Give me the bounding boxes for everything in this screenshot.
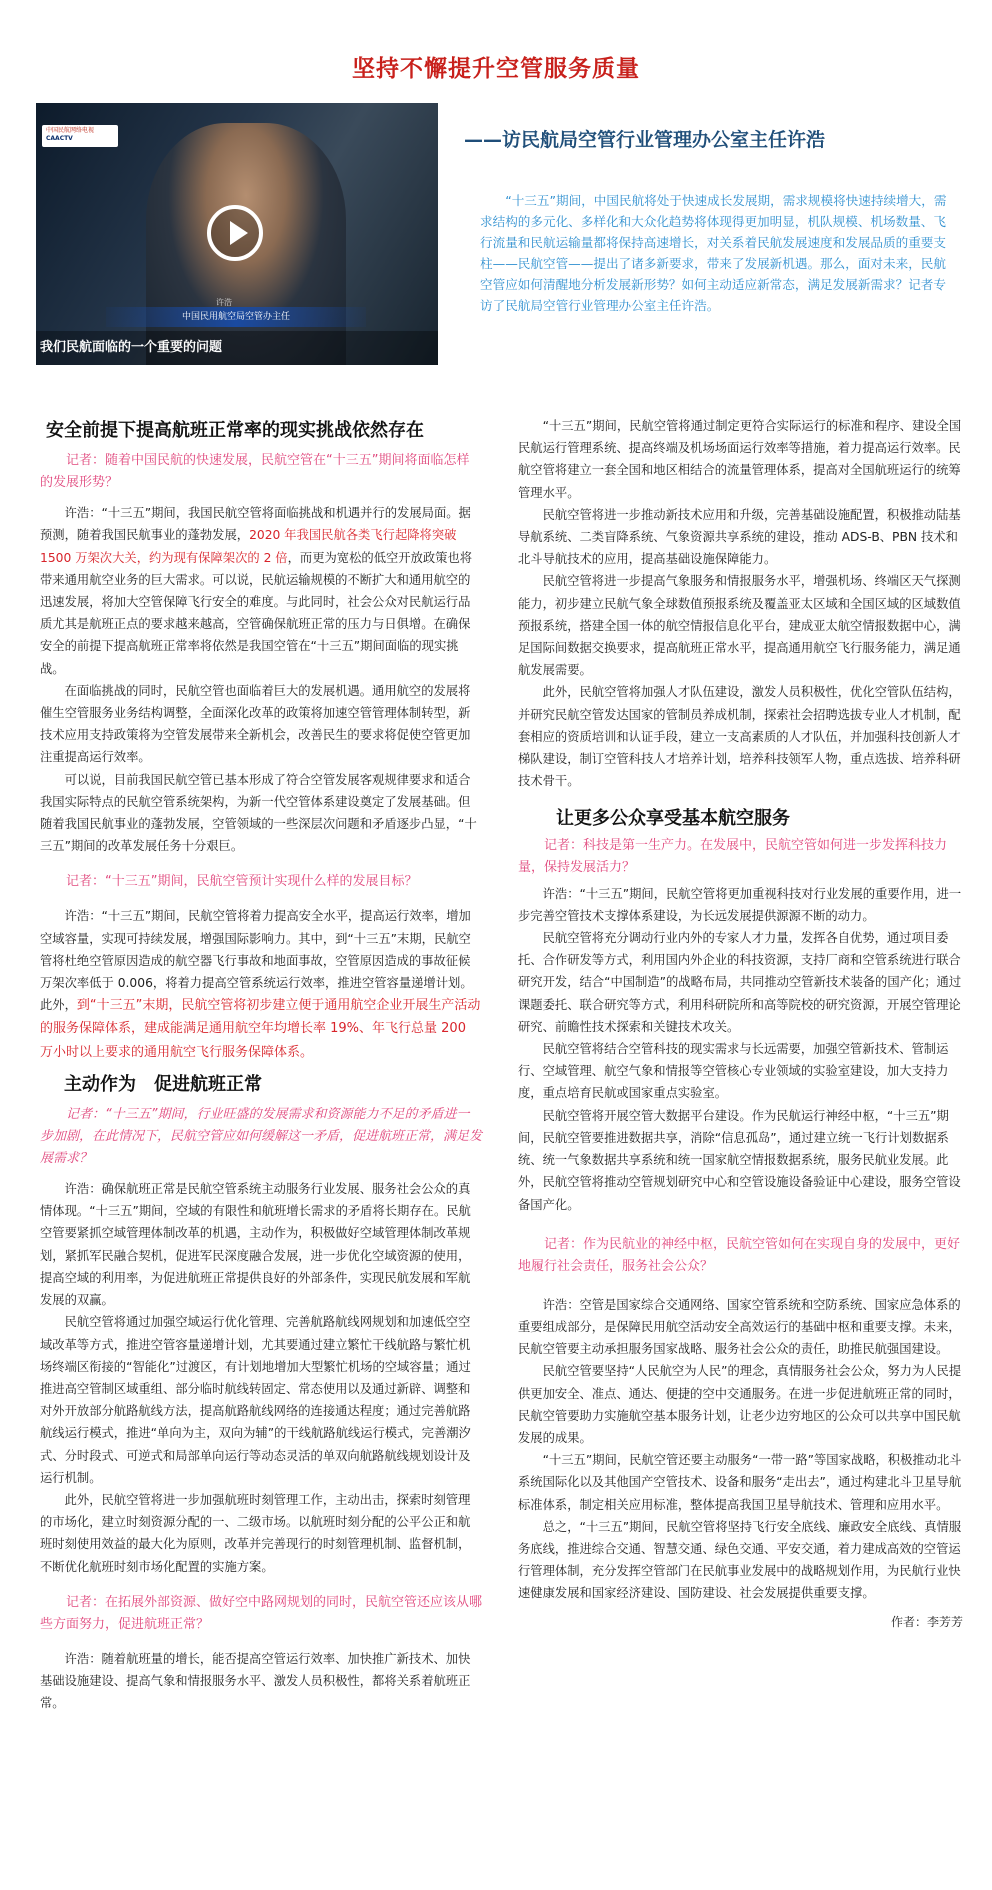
section-heading-3: 让更多公众享受基本航空服务 [556, 808, 790, 830]
paragraph: 民航空管将进一步提高气象服务和情报服务水平，增强机场、终端区天气探测能力，初步建立民航气象全球数值预报系统及覆盖亚太区域和全国区域的区域数值预报系统，搭建全国一体的航空情报信息化平台，建成亚太航空情报数据中心，满足国际间数据交换要求，提高航班正常水平，提高通用航空飞行服务能力，满足通航发展需要。 [518, 574, 961, 678]
paragraph: 可以说，目前我国民航空管已基本形成了符合空管发展客观规律要求和适合我国实际特点的民航空管系统架构，为新一代空管体系建设奠定了发展基础。但随着我国民航事业的蓬勃发展，空管领域的一些深层次问题和矛盾逐步凸显，“十三五”期间的改革发展任务十分艰巨。 [40, 772, 477, 854]
section-heading-2: 主动作为 促进航班正常 [64, 1073, 262, 1095]
highlight-text: 到“十三五”末期，民航空管将初步建立便于通用航空企业开展生产活动的服务保障体系，建成能满足通用航空年均增长率 19%、年飞行总量 200 万小时以上要求的通用航空飞行服务保障体系。 [40, 998, 481, 1060]
paragraph: 总之，“十三五”期间，民航空管将坚持飞行安全底线、廉政安全底线、真情服务底线，推进综合交通、智慧交通、绿色交通、平安交通，着力建成高效的空管运行管理体制，充分发挥空管部门在民航事业发展中的战略规划作用，为民航行业快速健康发展和国家经济建设、国防建设、社会发展提供重要支撑。 [518, 1519, 962, 1601]
answer-text: ，而更为宽松的低空开放政策也将带来通用航空业务的巨大需求。可以说，民航运输规模的不断扩大和通用航空的迅速发展，将加大空管保障飞行安全的难度。与此同时，社会公众对民航运行品质尤其是航班正点的要求越来越高，空管确保航班正常的压力与日俱增。在确保安全的前提下提高航班正常率将依然是我国空管在“十三五”期间面临的现实挑战。 [40, 550, 473, 676]
caactv-logo [42, 125, 118, 147]
name-tag: 许浩 [216, 298, 232, 307]
answer-5: 许浩：“十三五”期间，民航空管将更加重视科技对行业发展的重要作用，进一步完善空管技术支撑体系建设，为长远发展提供源源不断的动力。 [518, 886, 962, 923]
answer-6: 许浩：空管是国家综合交通网络、国家空管系统和空防系统、国家应急体系的重要组成部分，是保障民用航空活动安全高效运行的基础中枢和重要支撑。未来，民航空管要主动承担服务国家战略、服务社会公众的责任，助推民航强国建设。 [518, 1297, 961, 1357]
paragraph: 民航空管将充分调动行业内外的专家人才力量，发挥各自优势，通过项目委托、合作研发等方式，利用国内外企业的科技资源，支持厂商和空管系统进行联合研究开发，结合“中国制造”的战略布局，共同推动空管新技术装备的国产化；通过课题委托、联合研究等方式，利用科研院所和高等院校的研究资源，开展空管理论研究、前瞻性技术探索和关键技术攻关。 [518, 931, 962, 1034]
paragraph: 民航空管将结合空管科技的现实需求与长远需要，加强空管新技术、管制运行、空域管理、航空气象和情报等空管核心专业领域的实验室建设，加大支持力度，重点培育民航或国家重点实验室。 [518, 1042, 949, 1101]
paragraph: 此外，民航空管将加强人才队伍建设，激发人员积极性，优化空管队伍结构，并研究民航空管发达国家的管制员养成机制，探索社会招聘选拔专业人才机制，配套相应的资质培训和认证手段，建立一支高素质的人才队伍，并加强科技创新人才梯队建设，制订空管科技人才培养计划，培养科技领军人物，重点选拔、培养科研技术骨干。 [518, 685, 961, 789]
article-subtitle: ——访民航局空管行业管理办公室主任许浩 [464, 129, 826, 151]
paragraph: 民航空管将通过加强空域运行优化管理、完善航路航线网规划和加速低空空域改革等方式，推进空管容量递增计划，尤其要通过建立繁忙干线航路与繁忙机场终端区衔接的“智能化”过渡区，有计划地增加大型繁忙机场的空域容量；通过推进高空管制区域重组、部分临时航线转固定、常态使用以及通过新辟、调整和对外开放部分航路航线方法，提高航路航线网络的连接通达程度；通过完善航路航线运行模式，推进“单向为主，双向为辅”的干线航路航线运行模式，完善潮汐式、分时段式、可逆式和局部单向运行等动态灵活的单双向航路航线规划设计及运行机制。 [40, 1315, 471, 1485]
answer-2 [40, 905, 482, 1063]
logo-text: 中国民航网络电视 [46, 127, 95, 134]
answer-4: 许浩：随着航班量的增长，能否提高空管运行效率、加快推广新技术、加快基础设施建设、提高气象和情报服务水平、激发人员积极性，都将关系着航班正常。 [40, 1651, 471, 1711]
left-column [40, 420, 482, 1714]
right-column [518, 415, 963, 1633]
article-title: 坚持不懈提升空管服务质量 [352, 55, 640, 82]
author-credit: 作者：李芳芳 [890, 1614, 963, 1629]
answer-1 [40, 502, 482, 680]
paragraph: 民航空管将进一步推动新技术应用和升级，完善基础设施配置，积极推动陆基导航系统、二类盲降系统、气象资源共享系统的建设，推动 ADS-B、PBN 技术和北斗导航技术的应用，提高基础设施保障能力。 [518, 507, 961, 567]
answer-text: 许浩：“十三五”期间，民航空管将着力提高安全水平，提高运行效率，增加空域容量，实现可持续发展，增强国际影响力。其中，到“十三五”末期，民航空管将杜绝空管原因造成的航空器飞行事故和地面事故，空管原因造成的事故征候万架次率低于 0.006，将着力提高空管系统运行效率，推进空管容量递增计划。此外， [40, 909, 473, 1013]
question-3: 记者：“十三五”期间，行业旺盛的发展需求和资源能力不足的矛盾进一步加剧，在此情况下，民航空管应如何缓解这一矛盾，促进航班正常，满足发展需求？ [40, 1107, 483, 1167]
logo-brand: CAACTV [46, 135, 73, 142]
name-plate: 中国民用航空局空管办主任 [106, 307, 366, 327]
video-caption: 我们民航面临的一个重要的问题 [36, 331, 438, 365]
question-2: 记者：“十三五”期间，民航空管预计实现什么样的发展目标？ [66, 874, 418, 890]
paragraph: 民航空管将开展空管大数据平台建设。作为民航运行神经中枢，“十三五”期间，民航空管要推进数据共享，消除“信息孤岛”，通过建立统一飞行计划数据系统、统一气象数据共享系统和统一国家航空情报数据系统，服务民航业发展。此外，民航空管将推动空管规划研究中心和空管设施设备验证中心建设，服务空管设备国产化。 [518, 1108, 961, 1212]
play-icon[interactable] [207, 205, 263, 261]
paragraph: 在面临挑战的同时，民航空管也面临着巨大的发展机遇。通用航空的发展将催生空管服务业务结构调整，全面深化改革的政策将加速空管管理体制转型，新技术应用支持政策将为空管发展带来全新机会，改善民生的要求将促使空管更加注重提高运行效率。 [40, 683, 471, 765]
question-1: 记者：随着中国民航的快速发展，民航空管在“十三五”期间将面临怎样的发展形势？ [40, 453, 470, 491]
section-heading-1: 安全前提下提高航班正常率的现实挑战依然存在 [46, 420, 424, 441]
paragraph: 此外，民航空管将进一步加强航班时刻管理工作，主动出击，探索时刻管理的市场化，建立时刻资源分配的一、二级市场。以航班时刻分配的公平公正和航班时刻使用效益的最大化为原则，改革并完善现行的时刻管理机制、监督机制，不断优化航班时刻市场化配置的实施方案。 [40, 1492, 471, 1574]
question-5: 记者：科技是第一生产力。在发展中，民航空管如何进一步发挥科技力量，保持发展活力？ [518, 837, 948, 875]
question-6: 记者：作为民航业的神经中枢，民航空管如何在实现自身的发展中，更好地履行社会责任，服务社会公众？ [518, 1236, 961, 1274]
video-player[interactable] [36, 103, 438, 365]
paragraph: 民航空管要坚持“人民航空为人民”的理念，真情服务社会公众，努力为人民提供更加安全、准点、通达、便捷的空中交通服务。在进一步促进航班正常的同时，民航空管要助力实施航空基本服务计划，让老少边穷地区的公众可以共享中国民航发展的成果。 [518, 1364, 962, 1445]
highlight-text: 2020 年我国民航各类飞行起降将突破 1500 万架次大关，约为现有保障架次的 2 倍 [40, 528, 457, 565]
question-4: 记者：在拓展外部资源、做好空中路网规划的同时，民航空管还应该从哪些方面努力，促进航班正常？ [40, 1594, 483, 1632]
answer-3: 许浩：确保航班正常是民航空管系统主动服务行业发展、服务社会公众的真情体现。“十三五”期间，空域的有限性和航班增长需求的矛盾将长期存在。民航空管要紧抓空域管理体制改革的机遇，主动作为，积极做好空域管理体制改革规划，紧抓军民融合契机，促进军民深度融合发展，进一步优化空域资源的使用，提高空域的利用率，为促进航班正常提供良好的外部条件，实现民航发展和军航发展的双赢。 [40, 1182, 471, 1308]
intro-paragraph: “十三五”期间，中国民航将处于快速成长发展期，需求规模将快速持续增大，需求结构的多元化、多样化和大众化趋势将体现得更加明显，机队规模、机场数量、飞行流量和民航运输量都将保持高速增长，对关系着民航发展速度和发展品质的重要支柱——民航空管——提出了诸多新要求，带来了发展新机遇。那么，面对未来，民航空管应如何清醒地分析发展新形势？如何主动适应新常态，满足发展新需求？记者专访了民航局空管行业管理办公室主任许浩。 [480, 193, 947, 313]
paragraph: “十三五”期间，民航空管还要主动服务“一带一路”等国家战略，积极推动北斗系统国际化以及其他国产空管技术、设备和服务“走出去”，通过构建北斗卫星导航标准体系，制定相关应用标准，整体提高我国卫星导航技术、管理和应用水平。 [518, 1453, 962, 1512]
answer-text: 许浩：“十三五”期间，我国民航空管将面临挑战和机遇并行的发展局面。据预测，随着我国民航事业的蓬勃发展， [40, 506, 471, 543]
paragraph: “十三五”期间，民航空管将通过制定更符合实际运行的标准和程序、建设全国民航运行管理系统、提高终端及机场场面运行效率等措施，着力提高运行效率。民航空管将建立一套全国和地区相结合的流量管理体系，提高对全国航班运行的统筹管理水平。 [518, 419, 962, 500]
